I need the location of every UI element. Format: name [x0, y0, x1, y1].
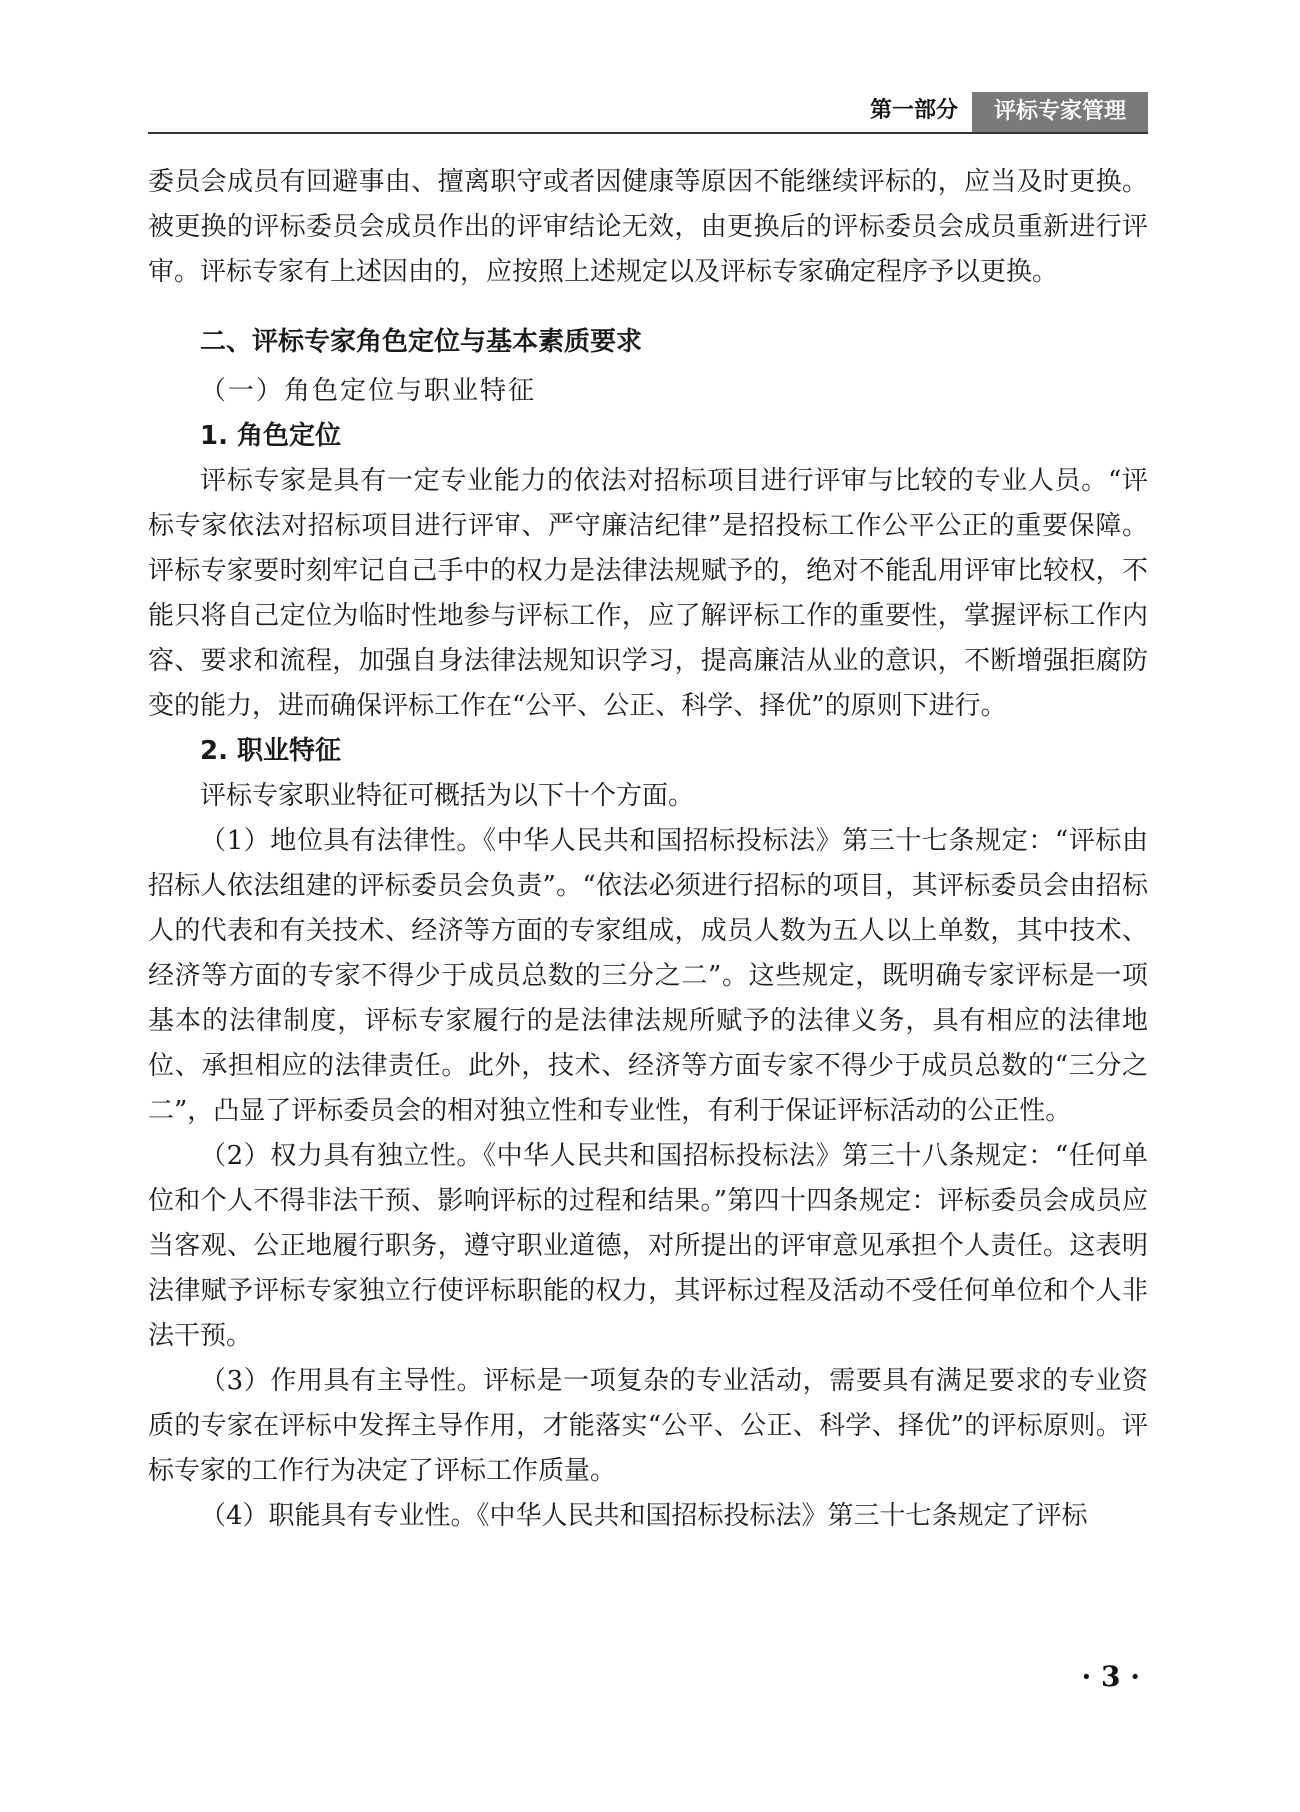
- paragraph-leading-role: （3）作用具有主导性。评标是一项复杂的专业活动，需要具有满足要求的专业资质的专家在评标中发挥主导作用，才能落实“公平、公正、科学、择优”的评标原则。评标专家的工作行为决定了评标工作质量。: [148, 1366, 1148, 1486]
- page-body: [148, 160, 1148, 1539]
- paragraph-continued: 委员会成员有回避事由、擅离职守或者因健康等原因不能继续评标的，应当及时更换。被更换的评标委员会成员作出的评审结论无效，由更换后的评标委员会成员重新进行评审。评标专家有上述因由的，应按照上述规定以及评标专家确定程序予以更换。: [148, 167, 1148, 287]
- section-heading: 二、评标专家角色定位与基本素质要求: [200, 327, 643, 357]
- header-part-label: 第一部分: [869, 98, 958, 123]
- paragraph-independence: （2）权力具有独立性。《中华人民共和国招标投标法》第三十八条规定：“任何单位和个人不得非法干预、影响评标的过程和结果。”第四十四条规定：评标委员会成员应当客观、公正地履行职务，遵守职业道德，对所提出的评审意见承担个人责任。这表明法律赋予评标专家独立行使评标职能的权力，其评标过程及活动不受任何单位和个人非法干预。: [148, 1141, 1148, 1351]
- item-heading-role: 1. 角色定位: [200, 421, 342, 451]
- running-header: [148, 92, 1148, 134]
- paragraph-professionalism: （4）职能具有专业性。《中华人民共和国招标投标法》第三十七条规定了评标: [200, 1501, 1088, 1531]
- header-section-title: 评标专家管理: [972, 92, 1148, 132]
- paragraph-characteristics-intro: 评标专家职业特征可概括为以下十个方面。: [200, 781, 695, 811]
- page-number: · 3 ·: [1081, 1660, 1140, 1693]
- item-heading-characteristics: 2. 职业特征: [200, 736, 342, 766]
- paragraph-legal-status: （1）地位具有法律性。《中华人民共和国招标投标法》第三十七条规定：“评标由招标人依法组建的评标委员会负责”。“依法必须进行招标的项目，其评标委员会由招标人的代表和有关技术、经济等方面的专家组成，成员人数为五人以上单数，其中技术、经济等方面的专家不得少于成员总数的三分之二”。这些规定，既明确专家评标是一项基本的法律制度，评标专家履行的是法律法规所赋予的法律义务，具有相应的法律地位、承担相应的法律责任。此外，技术、经济等方面专家不得少于成员总数的“三分之二”，凸显了评标委员会的相对独立性和专业性，有利于保证评标活动的公正性。: [148, 826, 1148, 1126]
- subsection-heading: （一）角色定位与职业特征: [200, 376, 537, 406]
- paragraph-role-definition: 评标专家是具有一定专业能力的依法对招标项目进行评审与比较的专业人员。“评标专家依法对招标项目进行评审、严守廉洁纪律”是招投标工作公平公正的重要保障。评标专家要时刻牢记自己手中的权力是法律法规赋予的，绝对不能乱用评审比较权，不能只将自己定位为临时性地参与评标工作，应了解评标工作的重要性，掌握评标工作内容、要求和流程，加强自身法律法规知识学习，提高廉洁从业的意识，不断增强拒腐防变的能力，进而确保评标工作在“公平、公正、科学、择优”的原则下进行。: [148, 466, 1148, 721]
